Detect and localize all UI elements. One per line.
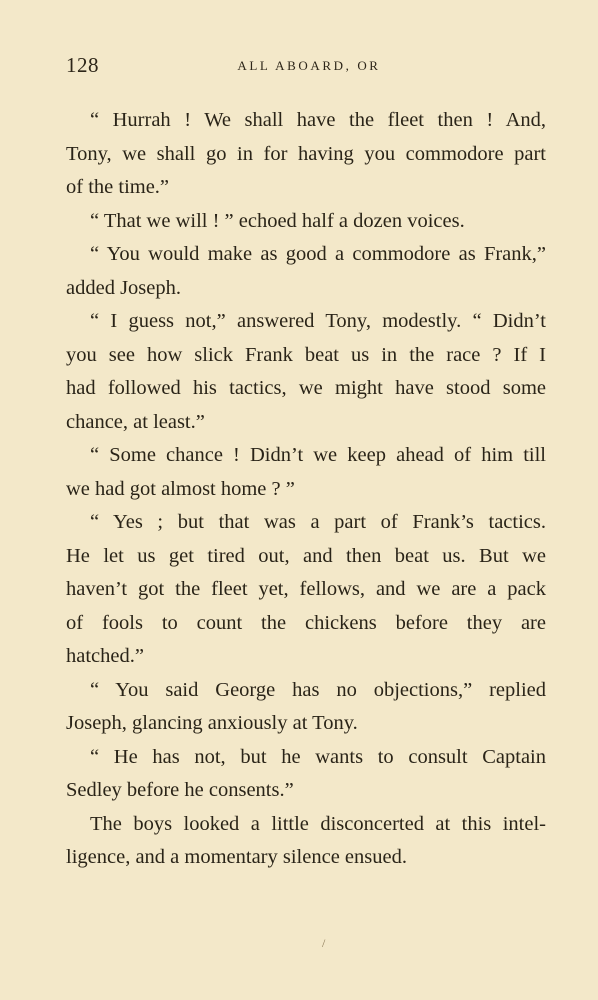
body-text — [66, 104, 546, 875]
text-line: added Joseph. — [66, 276, 182, 299]
text-line: “ Some chance ! Didn’t we keep ahead of him till — [90, 444, 546, 466]
text-line: “ He has not, but he wants to consult Captain — [90, 745, 546, 768]
text-line: hatched.” — [66, 645, 144, 667]
text-line: chance, at least.” — [66, 410, 205, 433]
text-line: “ Hurrah ! We shall have the fleet then ! And, — [90, 109, 546, 131]
text-line: we had got almost home ? ” — [66, 477, 295, 500]
stray-mark: / — [322, 936, 326, 950]
text-line: ligence, and a momentary silence ensued. — [66, 846, 407, 868]
text-line: “ Yes ; but that was a part of Frank’s tactics. — [90, 511, 546, 533]
text-line: haven’t got the fleet yet, fellows, and we are a pack — [66, 578, 546, 600]
text-line: “ You said George has no objections,” replied — [90, 678, 546, 701]
text-line: Sedley before he consents.” — [66, 779, 294, 801]
text-line: Tony, we shall go in for having you commodore part — [66, 142, 546, 165]
text-line: of fools to count the chickens before they are — [66, 611, 546, 634]
text-line: “ I guess not,” answered Tony, modestly. “ Didn’t — [90, 310, 546, 332]
text-line: “ That we will ! ” echoed half a dozen voices. — [90, 209, 465, 232]
text-line: “ You would make as good a commodore as Frank,” — [90, 243, 546, 265]
text-line: you see how slick Frank beat us in the race ? If I — [66, 343, 546, 366]
text-line: The boys looked a little disconcerted at this intel- — [90, 812, 546, 835]
text-line: of the time.” — [66, 176, 170, 198]
text-line: He let us get tired out, and then beat us. But we — [66, 544, 546, 567]
text-line: had followed his tactics, we might have stood some — [66, 377, 546, 399]
text-line: Joseph, glancing anxiously at Tony. — [66, 712, 358, 734]
running-head: ALL ABOARD, OR — [237, 58, 381, 73]
page-header — [0, 50, 598, 80]
page-number: 128 — [66, 53, 99, 77]
